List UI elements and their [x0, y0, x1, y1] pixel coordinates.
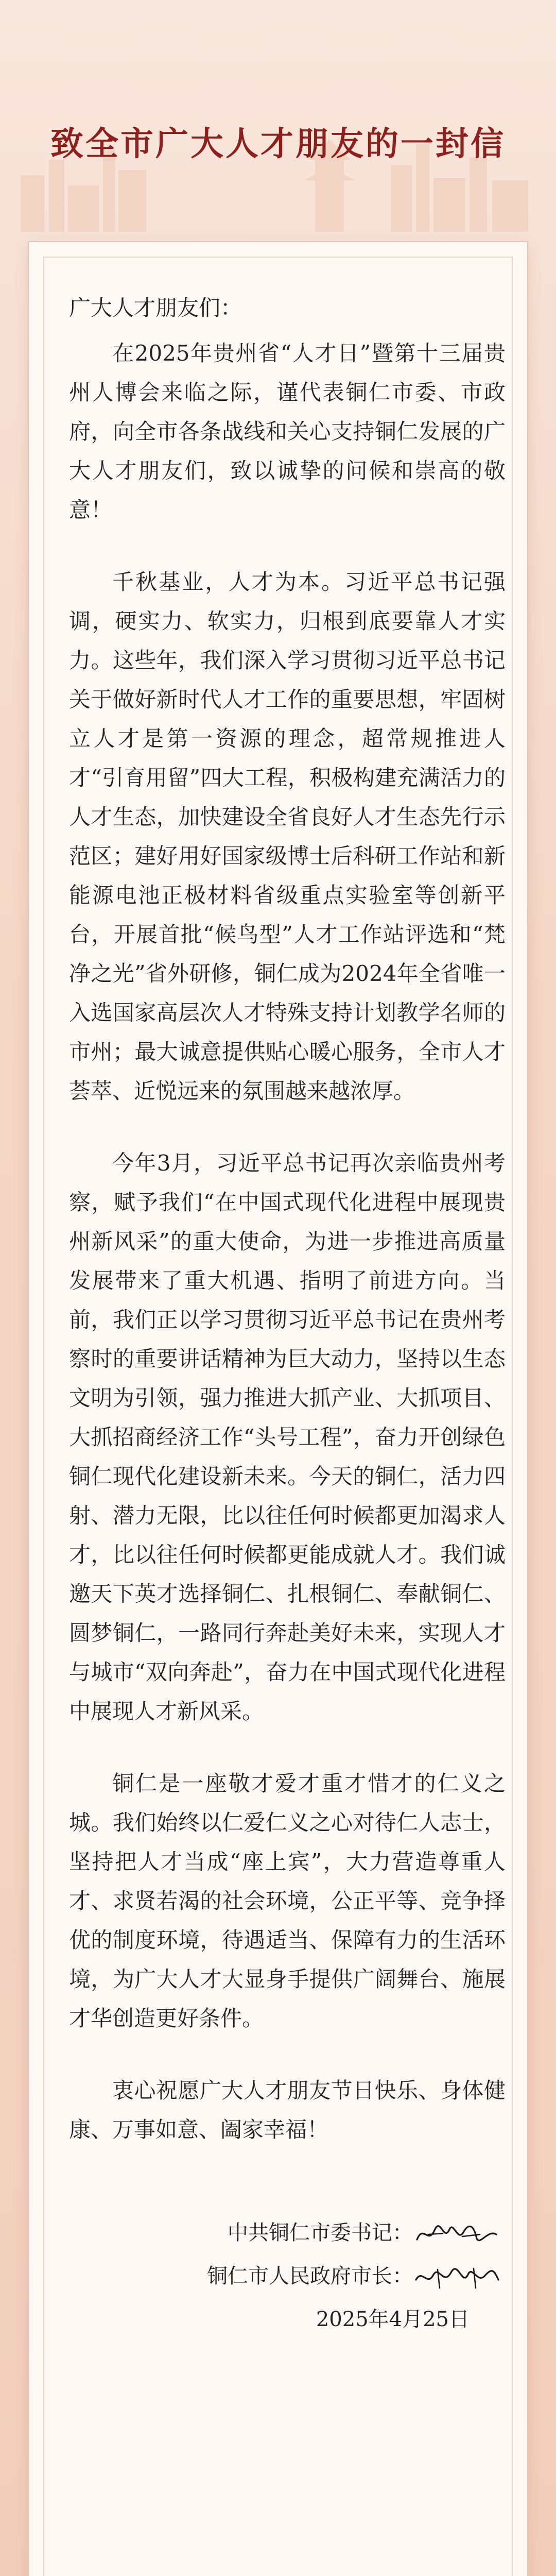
handwritten-signature-mayor: [413, 2262, 500, 2293]
letter-card: [29, 242, 527, 2576]
paragraph-talent-work: 千秋基业，人才为本。习近平总书记强调，硬实力、软实力，归根到底要靠人才实力。这些年，我们深入学习贯彻习近平总书记关于做好新时代人才工作的重要思想，牢固树立人才是第一资源的理念，超常规推进人才“引育用留”四大工程，积极构建充满活力的人才生态，加快建设全省良好人才生态先行示范区；建好用好国家级博士后科研工作站和新能源电池正极材料省级重点实验室等创新平台，开展首批“候鸟型”人才工作站评选和“梵净之光”省外研修，铜仁成为2024年全省唯一入选国家高层次人才特殊支持计划教学名师的市州；最大诚意提供贴心暖心服务，全市人才荟萃、近悦远来的氛围越来越浓厚。: [69, 569, 506, 1104]
mayor-title: 铜仁市人民政府市长：: [207, 2264, 413, 2288]
letter-date: 2025年4月25日: [316, 2308, 470, 2331]
paragraph-new-mission: 今年3月，习近平总书记再次亲临贵州考察，赋予我们“在中国式现代化进程中展现贵州新风采”的重大使命，为进一步推进高质量发展带来了重大机遇、指明了前进方向。当前，我们正以学习贯彻习近平总书记在贵州考察时的重要讲话精神为巨大动力，坚持以生态文明为引领，强力推进大抓产业、大抓项目、大抓招商经济工作“头号工程”，奋力开创绿色铜仁现代化建设新未来。今天的铜仁，活力四射、潜力无限，比以往任何时候都更加渴求人才，比以往任何时候都更能成就人才。我们诚邀天下英才选择铜仁、扎根铜仁、奉献铜仁、圆梦铜仁，一路同行奔赴美好未来，实现人才与城市“双向奔赴”，奋力在中国式现代化进程中展现人才新风采。: [69, 1150, 506, 1724]
secretary-title: 中共铜仁市委书记：: [228, 2221, 413, 2245]
signature-line-mayor: [69, 2255, 500, 2298]
paragraph-greeting: 在2025年贵州省“人才日”暨第十三届贵州人博会来临之际，谨代表铜仁市委、市政府，向全市各条战线和关心支持铜仁发展的广大人才朋友们，致以诚挚的问候和崇高的敬意！: [69, 341, 506, 522]
paragraph-city-of-benevolence: 铜仁是一座敬才爱才重才惜才的仁义之城。我们始终以仁爱仁义之心对待仁人志士，坚持把人才当成“座上宾”，大力营造尊重人才、求贤若渴的社会环境，公正平等、竞争择优的制度环境，待遇适当、保障有力的生活环境，为广大人才大显身手提供广阔舞台、施展才华创造更好条件。: [69, 1771, 506, 2031]
page-title: 致全市广大人才朋友的一封信: [50, 125, 506, 163]
signature-line-secretary: [69, 2211, 500, 2255]
letter-body: [69, 289, 506, 2341]
salutation: 广大人才朋友们：: [69, 295, 242, 320]
header: [0, 0, 556, 222]
signature-block: [69, 2211, 506, 2341]
handwritten-signature-secretary: [413, 2219, 500, 2250]
paragraph-wishes: 衷心祝愿广大人才朋友节日快乐、身体健康、万事如意、阖家幸福！: [69, 2078, 506, 2142]
